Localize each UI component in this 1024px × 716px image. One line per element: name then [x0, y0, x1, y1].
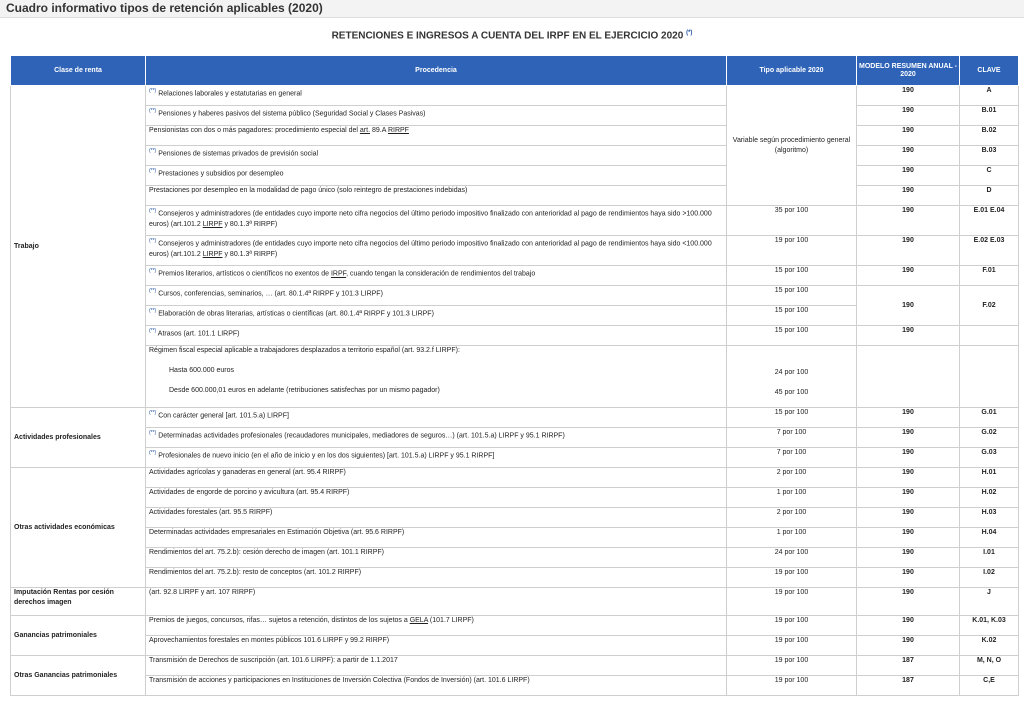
tipo-cell: 1 por 100	[727, 528, 857, 548]
class-ganancias: Ganancias patrimoniales	[11, 616, 146, 656]
procedencia-text: Pensiones y haberes pasivos del sistema público (Seguridad Social y Clases Pasivas)	[158, 110, 426, 118]
procedencia-cell: (art. 92.8 LIRPF y art. 107 RIRPF)	[146, 588, 727, 616]
tipo-cell: 15 por 100	[727, 306, 857, 326]
tipo-cell: 2 por 100	[727, 508, 857, 528]
modelo-cell: 190	[857, 588, 960, 616]
procedencia-cell: Transmisión de acciones y participaciones en Instituciones de Inversión Colectiva (Fondos de Inversión) (art. 101.6 LIRPF)	[146, 676, 727, 696]
clave-cell: E.01 E.04	[960, 206, 1019, 236]
procedencia-cell	[146, 306, 727, 326]
table-row	[11, 86, 1019, 106]
procedencia-text: Premios de juegos, concursos, rifas… sujetos a retención, distintos de los sujetos a	[149, 617, 410, 625]
ref-link[interactable]: (**)	[149, 148, 157, 155]
ref-link[interactable]: (**)	[149, 308, 157, 315]
abbr-link[interactable]: LIRPF	[202, 220, 223, 228]
clave-cell: H.04	[960, 528, 1019, 548]
table-row	[11, 206, 1019, 236]
table-row	[11, 428, 1019, 448]
table-row	[11, 448, 1019, 468]
modelo-cell: 190	[857, 468, 960, 488]
modelo-cell: 187	[857, 656, 960, 676]
ref-link[interactable]: (**)	[149, 328, 157, 335]
procedencia-text: Determinadas actividades profesionales (recaudadores municipales, mediadores de seguros…) (art. 101.5.a) LIRPF y 95.1 RIRPF)	[158, 432, 565, 440]
ref-link[interactable]: (**)	[149, 238, 157, 245]
modelo-cell: 190	[857, 326, 960, 346]
table-row	[11, 126, 1019, 146]
procedencia-cell: Rendimientos del art. 75.2.b): cesión derecho de imagen (art. 101.1 RIRPF)	[146, 548, 727, 568]
clave-cell	[960, 346, 1019, 408]
modelo-cell: 190	[857, 408, 960, 428]
procedencia-text: Elaboración de obras literarias, artísticas o científicas (art. 80.1.4ª RIRPF y 101.3 LIRPF)	[158, 310, 434, 318]
procedencia-cell	[146, 286, 727, 306]
modelo-cell: 190	[857, 206, 960, 236]
procedencia-cell: Aprovechamientos forestales en montes públicos 101.6 LIRPF y 99.2 RIRPF)	[146, 636, 727, 656]
tipo-cell: 15 por 100	[727, 266, 857, 286]
ref-link[interactable]: (**)	[149, 208, 157, 215]
procedencia-text: Profesionales de nuevo inicio (en el año de inicio y en los dos siguientes) [art. 101.5.a) LIRPF y 95.1 RIRPF]	[158, 452, 495, 460]
procedencia-cell	[146, 408, 727, 428]
modelo-cell	[857, 346, 960, 408]
modelo-cell: 190	[857, 86, 960, 106]
tipo-cell	[727, 346, 857, 366]
abbr-link[interactable]: LIRPF	[202, 250, 223, 258]
clave-cell: A	[960, 86, 1019, 106]
tipo-cell: 15 por 100	[727, 286, 857, 306]
procedencia-text: (101.7 LIRPF)	[427, 617, 474, 625]
abbr-link[interactable]: IRPF	[330, 270, 347, 278]
tipo-cell	[727, 366, 857, 408]
sub-item: Desde 600.000,01 euros en adelante (retribuciones satisfechas por un mismo pagador)	[169, 386, 440, 394]
procedencia-text: , cuando tengan la consideración de rendimientos del trabajo	[346, 270, 536, 278]
clave-cell: K.02	[960, 636, 1019, 656]
procedencia-text: Cursos, conferencias, seminarios, … (art. 80.1.4ª RIRPF y 101.3 LIRPF)	[158, 290, 383, 298]
procedencia-text: Pensionistas con dos o más pagadores: procedimiento especial del	[149, 127, 360, 135]
procedencia-cell	[146, 86, 727, 106]
modelo-cell: 190	[857, 636, 960, 656]
procedencia-cell	[146, 326, 727, 346]
table-row	[11, 146, 1019, 166]
table-header-row	[11, 56, 1019, 86]
table-row	[11, 568, 1019, 588]
header-procedencia: Procedencia	[146, 56, 727, 86]
tipo-cell: 7 por 100	[727, 428, 857, 448]
procedencia-cell	[146, 616, 727, 636]
tipo-variable-cell: Variable según procedimiento general (algoritmo)	[727, 86, 857, 206]
procedencia-text: Consejeros y administradores (de entidades cuyo importe neto cifra negocios del último periodo impositivo finalizado con anterioridad al pago de rendimientos haya sido <100.000 euros) (art.101.2	[149, 240, 712, 258]
tipo-cell: 19 por 100	[727, 568, 857, 588]
modelo-cell: 187	[857, 676, 960, 696]
retention-table	[10, 55, 1019, 696]
ref-link[interactable]: (**)	[149, 108, 157, 115]
header-tipo: Tipo aplicable 2020	[727, 56, 857, 86]
procedencia-cell	[146, 206, 727, 236]
header-modelo: MODELO RESUMEN ANUAL - 2020	[857, 56, 960, 86]
modelo-cell: 190	[857, 428, 960, 448]
tipo-cell: 15 por 100	[727, 408, 857, 428]
procedencia-cell: Actividades forestales (art. 95.5 RIRPF)	[146, 508, 727, 528]
procedencia-cell	[146, 126, 727, 146]
heading-ref-link[interactable]: (*)	[686, 30, 693, 36]
procedencia-text: Relaciones laborales y estatutarias en general	[158, 90, 302, 98]
clave-cell: B.01	[960, 106, 1019, 126]
clave-cell: H.02	[960, 488, 1019, 508]
table-row	[11, 346, 1019, 366]
tipo-cell: 35 por 100	[727, 206, 857, 236]
procedencia-cell	[146, 106, 727, 126]
tipo-cell: 19 por 100	[727, 236, 857, 266]
procedencia-cell	[146, 448, 727, 468]
procedencia-cell	[146, 166, 727, 186]
ref-link[interactable]: (**)	[149, 450, 157, 457]
procedencia-cell	[146, 146, 727, 166]
tipo-cell: 7 por 100	[727, 448, 857, 468]
clave-cell: G.01	[960, 408, 1019, 428]
class-imputacion: Imputación Rentas por cesión derechos imagen	[11, 588, 146, 616]
table-row	[11, 548, 1019, 568]
tipo-value: 45 por 100	[774, 388, 809, 396]
header-clave: CLAVE	[960, 56, 1019, 86]
modelo-cell: 190	[857, 488, 960, 508]
modelo-cell: 190	[857, 616, 960, 636]
clave-cell: H.03	[960, 508, 1019, 528]
ref-link[interactable]: (**)	[149, 268, 157, 275]
clave-cell: F.02	[960, 286, 1019, 326]
clave-cell: J	[960, 588, 1019, 616]
modelo-cell: 190	[857, 126, 960, 146]
header-clase: Clase de renta	[11, 56, 146, 86]
procedencia-cell	[146, 236, 727, 266]
tipo-cell: 19 por 100	[727, 588, 857, 616]
modelo-cell: 190	[857, 236, 960, 266]
procedencia-text: Con carácter general [art. 101.5.a) LIRPF]	[158, 412, 289, 420]
table-row	[11, 508, 1019, 528]
clave-cell: H.01	[960, 468, 1019, 488]
table-row	[11, 286, 1019, 306]
procedencia-text: Atrasos (art. 101.1 LIRPF)	[157, 330, 240, 338]
tipo-value: 24 por 100	[774, 368, 809, 376]
procedencia-text: y 80.1.3ª RIRPF)	[222, 250, 278, 258]
class-otras-economicas: Otras actividades económicas	[11, 468, 146, 588]
ref-link[interactable]: (**)	[149, 430, 157, 437]
table-row	[11, 468, 1019, 488]
ref-link[interactable]: (**)	[149, 168, 157, 175]
table-row	[11, 236, 1019, 266]
table-row	[11, 636, 1019, 656]
ref-link[interactable]: (**)	[149, 410, 157, 417]
ref-link[interactable]: (**)	[149, 88, 157, 95]
clave-cell: I.02	[960, 568, 1019, 588]
clave-cell: I.01	[960, 548, 1019, 568]
class-trabajo: Trabajo	[11, 86, 146, 408]
clave-cell: F.01	[960, 266, 1019, 286]
table-row	[11, 266, 1019, 286]
procedencia-cell: Actividades de engorde de porcino y avicultura (art. 95.4 RIRPF)	[146, 488, 727, 508]
abbr-link[interactable]: RIRPF	[387, 127, 409, 135]
modelo-cell: 190	[857, 266, 960, 286]
modelo-cell: 190	[857, 448, 960, 468]
tipo-cell: 19 por 100	[727, 636, 857, 656]
modelo-cell: 190	[857, 528, 960, 548]
table-row	[11, 408, 1019, 428]
procedencia-cell: Actividades agrícolas y ganaderas en general (art. 95.4 RIRPF)	[146, 468, 727, 488]
clave-cell: M, N, O	[960, 656, 1019, 676]
abbr-link[interactable]: art.	[359, 127, 371, 135]
modelo-cell: 190	[857, 508, 960, 528]
clave-cell: D	[960, 186, 1019, 206]
modelo-cell: 190	[857, 548, 960, 568]
tipo-cell: 2 por 100	[727, 468, 857, 488]
tipo-cell: 19 por 100	[727, 676, 857, 696]
clave-cell: G.03	[960, 448, 1019, 468]
procedencia-text: Premios literarios, artísticos o científicos no exentos de	[158, 270, 331, 278]
procedencia-cell: Prestaciones por desempleo en la modalidad de pago único (solo reintegro de prestaciones indebidas)	[146, 186, 727, 206]
modelo-cell: 190	[857, 146, 960, 166]
table-row	[11, 528, 1019, 548]
table-row	[11, 588, 1019, 616]
clave-cell: C,E	[960, 676, 1019, 696]
ref-link[interactable]: (**)	[149, 288, 157, 295]
clave-cell: K.01, K.03	[960, 616, 1019, 636]
table-heading	[0, 30, 1024, 41]
procedencia-cell: Rendimientos del art. 75.2.b): resto de conceptos (art. 101.2 RIRPF)	[146, 568, 727, 588]
table-row	[11, 326, 1019, 346]
modelo-cell: 190	[857, 166, 960, 186]
procedencia-text: y 80.1.3ª RIRPF)	[222, 220, 278, 228]
procedencia-cell: Determinadas actividades empresariales en Estimación Objetiva (art. 95.6 RIRPF)	[146, 528, 727, 548]
table-row	[11, 656, 1019, 676]
modelo-cell: 190	[857, 286, 960, 326]
clave-cell: B.03	[960, 146, 1019, 166]
tipo-cell: 15 por 100	[727, 326, 857, 346]
tipo-cell: 1 por 100	[727, 488, 857, 508]
clave-cell: E.02 E.03	[960, 236, 1019, 266]
clave-cell: B.02	[960, 126, 1019, 146]
table-row	[11, 166, 1019, 186]
table-row	[11, 676, 1019, 696]
tipo-cell: 24 por 100	[727, 548, 857, 568]
table-row	[11, 616, 1019, 636]
procedencia-text: Prestaciones y subsidios por desempleo	[158, 170, 284, 178]
table-row	[11, 186, 1019, 206]
procedencia-cell: Transmisión de Derechos de suscripción (art. 101.6 LIRPF): a partir de 1.1.2017	[146, 656, 727, 676]
procedencia-text: Pensiones de sistemas privados de previsión social	[158, 150, 319, 158]
procedencia-cell	[146, 266, 727, 286]
procedencia-cell: Régimen fiscal especial aplicable a trabajadores desplazados a territorio español (art. 93.2.f LIRPF):	[146, 346, 727, 366]
sub-item: Hasta 600.000 euros	[169, 366, 234, 374]
clave-cell	[960, 326, 1019, 346]
abbr-link[interactable]: GELA	[409, 617, 428, 625]
procedencia-cell	[146, 428, 727, 448]
class-profesionales: Actividades profesionales	[11, 408, 146, 468]
table-row	[11, 106, 1019, 126]
tipo-cell: 19 por 100	[727, 616, 857, 636]
table-row	[11, 488, 1019, 508]
modelo-cell: 190	[857, 568, 960, 588]
class-otras-ganancias: Otras Ganancias patrimoniales	[11, 656, 146, 696]
clave-cell: C	[960, 166, 1019, 186]
tipo-cell: 19 por 100	[727, 656, 857, 676]
procedencia-text: 89.A	[370, 127, 388, 135]
heading-text: RETENCIONES E INGRESOS A CUENTA DEL IRPF EN EL EJERCICIO 2020	[331, 30, 684, 42]
procedencia-cell	[146, 366, 727, 408]
modelo-cell: 190	[857, 106, 960, 126]
page-title: Cuadro informativo tipos de retención aplicables (2020)	[0, 0, 1024, 18]
procedencia-text: Consejeros y administradores (de entidades cuyo importe neto cifra negocios del último periodo impositivo finalizado con anterioridad al pago de rendimientos haya sido >100.000 euros) (art.101.2	[149, 210, 712, 228]
modelo-cell: 190	[857, 186, 960, 206]
clave-cell: G.02	[960, 428, 1019, 448]
